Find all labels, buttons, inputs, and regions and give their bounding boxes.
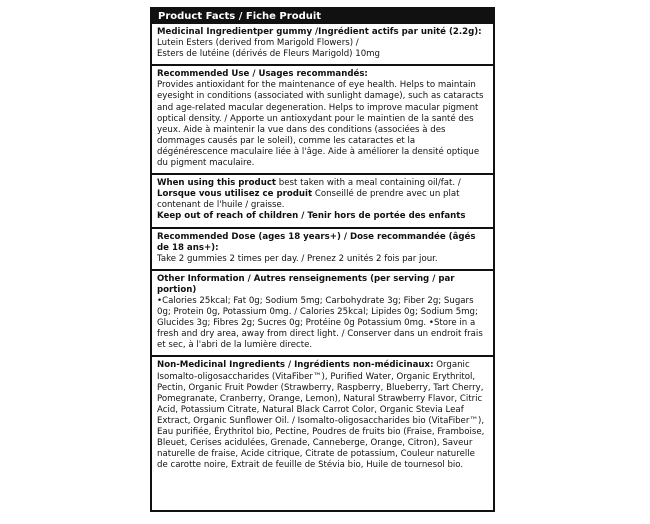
dose-text: Take 2 gummies 2 times per day. / Prenez 2 unités 2 fois par jour. (157, 253, 438, 264)
medicinal-line-2: Esters de lutéine (dérivés de Fleurs Marigold) 10mg (157, 49, 381, 60)
panel-header: Product Facts / Fiche Produit (152, 9, 493, 24)
other-information-section (152, 269, 493, 356)
warning-text-2: Conseillé de prendre avec un plat contenant de l'huile / graisse. (157, 189, 460, 211)
keep-out-of-reach: Keep out of reach of children / Tenir hors de portée des enfants (157, 211, 466, 222)
other-heading: Other Information / Autres renseignements (per serving / par portion) (157, 273, 455, 295)
other-text: •Calories 25kcal; Fat 0g; Sodium 5mg; Carbohydrate 3g; Fiber 2g; Sugars 0g; Protein 0g, Potassium 0mg. / Calories 25kcal; Lipides 0g; Sodium 5mg; Glucides 3g; Fibres 2g; Sucres 0g; Protéine 0g Potassium 0mg. •Store in a fresh and dry area, away from direct light. / Conserver dans un endroit frais et sec, à l'abri de la lumière directe. (157, 295, 483, 351)
use-text: Provides antioxidant for the maintenance of eye health. Helps to maintain eyesight in conditions (associated with sunlight damage), such as cataracts and age-related macular degeneration. Helps to improve macular pigment optical density. / Apporte un antioxydant pour le maintien de la santé des yeux. Aide à maintenir la vue dans des conditions (associées à des dommages causés par le soleil), comme les cataractes et la dégénérescence maculaire liée à l'âge. Aide à améliorer la densité optique du pigment maculaire. (157, 80, 484, 169)
use-heading: Recommended Use / Usages recommandés: (157, 69, 368, 80)
warning-line-2 (157, 189, 488, 211)
recommended-dose-section (152, 227, 493, 269)
medicinal-heading: Medicinal Ingredientper gummy /Ingrédient actifs par unité (2.2g): (157, 27, 482, 37)
non-medicinal-paragraph (157, 360, 488, 471)
medicinal-line-1: Lutein Esters (derived from Marigold Flowers) / (157, 38, 359, 49)
warning-bold-1: When using this product (157, 178, 277, 189)
recommended-use-section (152, 64, 493, 173)
non-medicinal-heading: Non-Medicinal Ingredients / Ingrédients non-médicinaux: (157, 360, 434, 371)
warning-bold-2: Lorsque vous utilisez ce produit (157, 189, 313, 200)
dose-heading: Recommended Dose (ages 18 years+) / Dose recommandée (âgés de 18 ans+): (157, 231, 476, 253)
warnings-section (152, 173, 493, 226)
warning-line-1 (157, 178, 488, 189)
non-medicinal-section (152, 355, 493, 475)
product-facts-panel (150, 7, 495, 512)
non-medicinal-text: Organic Isomalto-oligosaccharides (VitaFiber™), Purified Water, Organic Erythritol, Pectin, Organic Fruit Powder (Strawberry, Raspberry, Blueberry, Tart Cherry, Pomegranate, Cranberry, Orange, Lemon), Natural Strawberry Flavor, Citric Acid, Potassium Citrate, Natural Black Carrot Color, Organic Stevia Leaf Extract, Organic Sunflower Oil. / Isomalto-oligosaccharides bio (VitaFiber™), Eau purifiée, Érythritol bio, Pectine, Poudres de fruits bio (Fraise, Framboise, Bleuet, Cerises acidulées, Grenade, Canneberge, Orange, Citron), Saveur naturelle de fraise, Acide citrique, Citrate de potassium, Couleur naturelle de carotte noire, Extrait de feuille de Stévia bio, Huile de tournesol bio. (157, 360, 485, 471)
warning-text-1: best taken with a meal containing oil/fat. / (276, 178, 461, 189)
medicinal-ingredient-section (152, 24, 493, 64)
